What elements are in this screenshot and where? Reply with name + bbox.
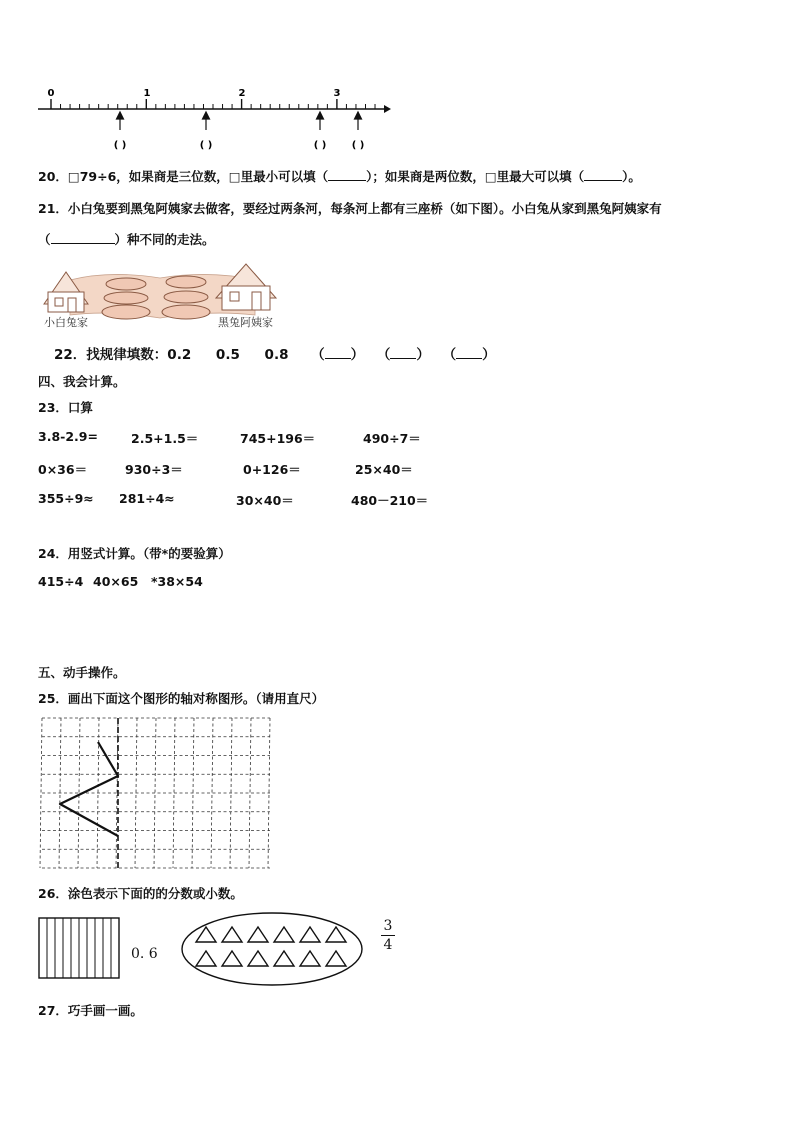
fraction-bar bbox=[381, 935, 395, 936]
number-line-blank-1: ( ) bbox=[113, 140, 127, 151]
question-22: 22．找规律填数：0.2 0.5 0.8 （ ） （ ） （ ） bbox=[54, 347, 496, 363]
q23-item: 0+126＝ bbox=[243, 462, 301, 477]
q23-item: 745+196＝ bbox=[240, 431, 316, 446]
grid-line-vertical bbox=[249, 718, 251, 868]
q24-item: 40×65 bbox=[93, 574, 139, 589]
q21-text: 小白兔要到黑兔阿姨家去做客，要经过两条河，每条河上都有三座桥（如下图）。小白兔从家到黑兔阿姨家有 bbox=[67, 201, 662, 216]
decimal-value: 0. 6 bbox=[131, 946, 158, 962]
question-21-line2: （ ）种不同的走法。 bbox=[38, 232, 215, 247]
q22-answer-blank-3[interactable] bbox=[456, 358, 482, 359]
number-line-blank-3: ( ) bbox=[313, 140, 327, 151]
q23-item: 490÷7＝ bbox=[363, 431, 421, 446]
river-2-bridges-icon bbox=[162, 276, 210, 319]
section-4-title: 四、我会计算。 bbox=[38, 374, 126, 389]
q23-item: 930÷3＝ bbox=[125, 462, 183, 477]
q24-item: 415÷4 bbox=[38, 574, 84, 589]
number-line-arrowhead bbox=[384, 105, 391, 113]
right-house-label: 黑兔阿姨家 bbox=[218, 316, 273, 329]
question-23-title: 23．口算 bbox=[38, 400, 93, 415]
question-26-title: 26．涂色表示下面的的分数或小数。 bbox=[38, 886, 243, 901]
symmetry-grid[interactable] bbox=[40, 714, 272, 870]
q20-text-c: ）。 bbox=[622, 169, 641, 184]
number-line-label-1: 1 bbox=[143, 88, 151, 99]
number-line-ticks bbox=[51, 99, 375, 109]
given-shape bbox=[60, 742, 118, 836]
q23-item: 281÷4≈ bbox=[119, 491, 175, 506]
q20-text-a: □79÷6，如果商是三位数，□里最小可以填（ bbox=[67, 169, 329, 184]
left-house-label: 小白兔家 bbox=[44, 316, 88, 329]
q23-item: 355÷9≈ bbox=[38, 491, 94, 506]
q20-answer-blank-2[interactable] bbox=[584, 180, 622, 181]
river-1-bridges-icon bbox=[102, 278, 150, 319]
q22-value-3: 0.8 bbox=[264, 347, 289, 363]
section-5-title: 五、动手操作。 bbox=[38, 665, 126, 680]
number-line-blank-4: ( ) bbox=[351, 140, 365, 151]
q20-answer-blank-1[interactable] bbox=[328, 180, 366, 181]
q21-answer-blank[interactable] bbox=[51, 243, 115, 244]
q23-item: 30×40＝ bbox=[236, 493, 294, 508]
number-line-label-2: 2 bbox=[238, 88, 246, 99]
q22-answer-blank-2[interactable] bbox=[390, 358, 416, 359]
grid-line-vertical bbox=[40, 718, 42, 868]
dashed-grid-lines bbox=[40, 718, 270, 868]
grid-line-vertical bbox=[78, 718, 80, 868]
q20-text-b: ）；如果商是两位数，□里最大可以填（ bbox=[366, 169, 585, 184]
question-21-line1 bbox=[38, 199, 662, 217]
q23-item: 2.5+1.5＝ bbox=[131, 431, 199, 446]
number-line-blank-2: ( ) bbox=[199, 140, 213, 151]
number-line-label-0: 0 bbox=[47, 88, 55, 99]
number-line bbox=[36, 84, 396, 159]
number-line-label-3: 3 bbox=[333, 88, 341, 99]
number-line-arrows bbox=[117, 112, 362, 130]
fraction-value bbox=[381, 918, 395, 953]
q23-item: 3.8-2.9= bbox=[38, 429, 98, 444]
question-24-title: 24．用竖式计算。（带*的要验算） bbox=[38, 546, 231, 561]
q23-item: 25×40＝ bbox=[355, 462, 413, 477]
q22-value-1: 0.2 bbox=[167, 347, 192, 363]
q22-value-2: 0.5 bbox=[215, 347, 240, 363]
number-line-labels bbox=[48, 88, 341, 99]
q24-item: *38×54 bbox=[151, 574, 203, 589]
fraction-denominator: 4 bbox=[383, 937, 393, 953]
question-27-title: 27．巧手画一画。 bbox=[38, 1003, 143, 1018]
question-20 bbox=[38, 167, 641, 185]
bridges-illustration bbox=[40, 260, 282, 332]
q23-item: 0×36＝ bbox=[38, 462, 88, 477]
fraction-numerator: 3 bbox=[383, 918, 393, 934]
triangle-ellipse[interactable] bbox=[180, 911, 364, 987]
q21-number: 21． bbox=[38, 201, 68, 216]
q20-number: 20． bbox=[38, 169, 68, 184]
question-25-title: 25．画出下面这个图形的轴对称图形。（请用直尺） bbox=[38, 691, 325, 706]
striped-rectangle[interactable] bbox=[38, 917, 120, 979]
q22-answer-blank-1[interactable] bbox=[325, 358, 351, 359]
q23-item: 480－210＝ bbox=[351, 493, 429, 508]
